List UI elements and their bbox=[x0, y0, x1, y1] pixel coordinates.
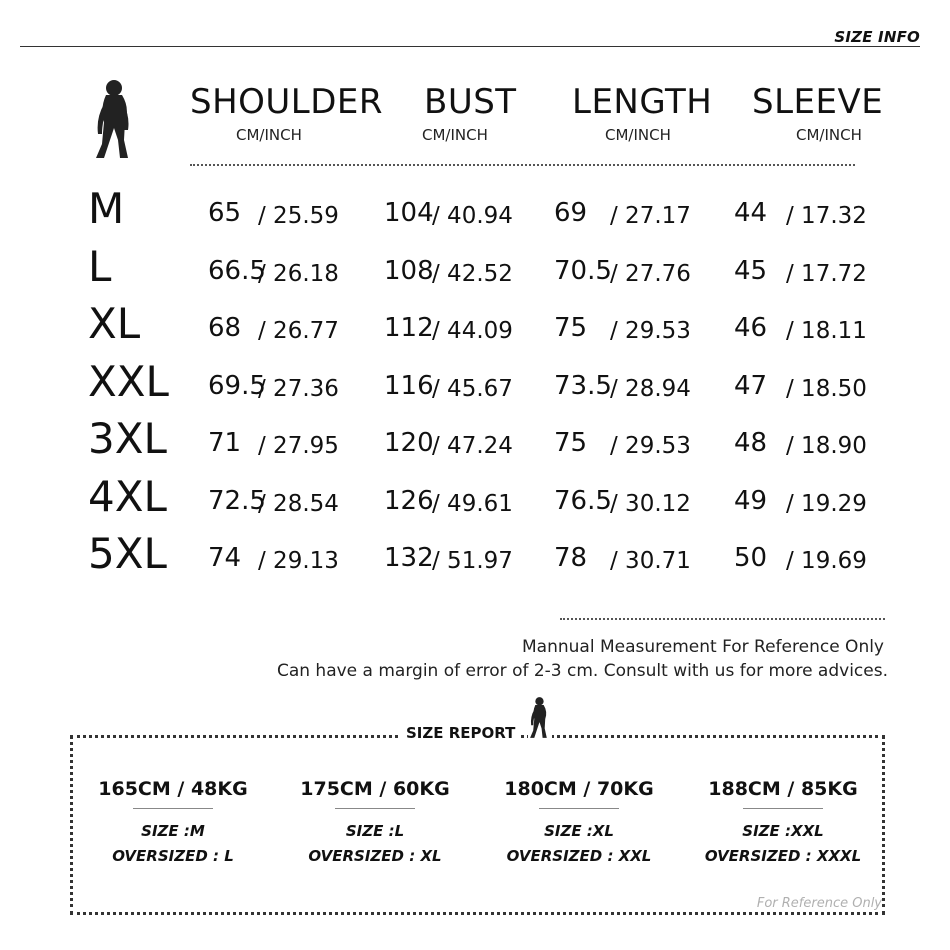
report-footnote: For Reference Only bbox=[756, 896, 882, 911]
cell-inch-wrap bbox=[610, 202, 691, 228]
cell-cm: 73.5 bbox=[554, 370, 612, 401]
cell-inch-wrap bbox=[610, 547, 691, 573]
header-dotted-divider bbox=[190, 164, 855, 166]
cell-inch: / 44.09 bbox=[432, 318, 513, 344]
size-label: XL bbox=[88, 299, 141, 348]
cell-inch-wrap bbox=[432, 375, 513, 401]
cell-inch: / 47.24 bbox=[432, 433, 513, 459]
note-line-2: Can have a margin of error of 2-3 cm. Consult with us for more advices. bbox=[276, 661, 888, 681]
cell-inch-wrap bbox=[786, 375, 867, 401]
cell-inch: / 28.94 bbox=[610, 375, 691, 402]
report-height-weight: 188CM / 85KG bbox=[708, 778, 858, 800]
cell-cm: 108 bbox=[384, 255, 434, 286]
cell-cm: 71 bbox=[208, 428, 242, 458]
col-header-bust: BUST bbox=[424, 82, 517, 122]
cell-cm: 49 bbox=[734, 485, 768, 516]
report-divider bbox=[539, 808, 619, 809]
cell-cm: 126 bbox=[384, 485, 434, 516]
report-entry bbox=[290, 778, 460, 869]
report-oversized: OVERSIZED : L bbox=[112, 847, 234, 865]
cell-inch-wrap bbox=[432, 490, 513, 516]
size-info-title: SIZE INFO bbox=[834, 28, 920, 46]
report-size: SIZE :L bbox=[345, 822, 405, 840]
cell-inch-wrap bbox=[786, 317, 867, 343]
col-header-shoulder: SHOULDER bbox=[190, 82, 384, 122]
ape-small-icon bbox=[528, 694, 552, 746]
cell-inch: / 18.11 bbox=[786, 318, 867, 344]
cell-inch-wrap bbox=[610, 490, 691, 516]
cell-cm: 104 bbox=[384, 198, 434, 228]
cell-cm: 47 bbox=[734, 370, 768, 401]
report-height-weight: 175CM / 60KG bbox=[300, 778, 450, 800]
report-oversized: OVERSIZED : XXL bbox=[506, 847, 652, 865]
cell-inch-wrap bbox=[258, 547, 339, 573]
report-divider bbox=[133, 808, 213, 809]
size-label: XXL bbox=[88, 356, 169, 406]
cell-cm: 44 bbox=[734, 198, 768, 228]
report-divider bbox=[743, 808, 823, 809]
report-divider bbox=[335, 808, 415, 809]
cell-inch-wrap bbox=[258, 375, 339, 401]
cell-inch: / 45.67 bbox=[432, 375, 513, 402]
cell-cm: 75 bbox=[554, 313, 588, 343]
cell-inch-wrap bbox=[786, 260, 867, 286]
cell-inch: / 26.18 bbox=[258, 260, 339, 287]
cell-inch: / 30.71 bbox=[610, 548, 691, 574]
col-header-length: LENGTH bbox=[572, 82, 713, 122]
cell-inch-wrap bbox=[258, 202, 339, 228]
cell-inch: / 17.32 bbox=[786, 203, 867, 229]
col-unit-bust: CM/INCH bbox=[422, 126, 488, 144]
size-label: L bbox=[88, 241, 112, 291]
cell-inch: / 26.77 bbox=[258, 318, 339, 344]
cell-inch: / 28.54 bbox=[258, 490, 339, 517]
cell-cm: 46 bbox=[734, 313, 768, 343]
cell-cm: 45 bbox=[734, 255, 768, 286]
report-size: SIZE :XL bbox=[544, 822, 614, 840]
cell-inch-wrap bbox=[610, 432, 691, 458]
cell-cm: 50 bbox=[734, 543, 768, 573]
col-unit-length: CM/INCH bbox=[605, 126, 671, 144]
col-unit-sleeve: CM/INCH bbox=[796, 126, 862, 144]
cell-inch-wrap bbox=[258, 490, 339, 516]
cell-cm: 48 bbox=[734, 428, 768, 458]
cell-inch-wrap bbox=[786, 202, 867, 228]
notes-dotted-divider bbox=[560, 618, 885, 620]
report-entry bbox=[494, 778, 664, 869]
report-entry bbox=[698, 778, 868, 869]
cell-inch-wrap bbox=[786, 432, 867, 458]
col-unit-shoulder: CM/INCH bbox=[236, 126, 302, 144]
cell-inch: / 51.97 bbox=[432, 548, 513, 574]
cell-inch: / 30.12 bbox=[610, 490, 691, 517]
cell-inch-wrap bbox=[258, 260, 339, 286]
cell-inch-wrap bbox=[432, 202, 513, 228]
cell-cm: 72.5 bbox=[208, 485, 266, 516]
cell-inch-wrap bbox=[432, 260, 513, 286]
cell-inch: / 42.52 bbox=[432, 260, 513, 287]
report-height-weight: 180CM / 70KG bbox=[504, 778, 654, 800]
cell-inch-wrap bbox=[786, 490, 867, 516]
cell-inch-wrap bbox=[432, 547, 513, 573]
note-line-1: Mannual Measurement For Reference Only bbox=[522, 637, 884, 657]
size-report-title: SIZE REPORT bbox=[400, 724, 521, 742]
cell-inch: / 18.90 bbox=[786, 433, 867, 459]
cell-inch-wrap bbox=[786, 547, 867, 573]
cell-inch: / 18.50 bbox=[786, 375, 867, 402]
cell-inch-wrap bbox=[610, 260, 691, 286]
report-oversized: OVERSIZED : XXXL bbox=[704, 847, 862, 865]
cell-inch: / 19.29 bbox=[786, 490, 867, 517]
header-divider bbox=[20, 46, 920, 47]
cell-cm: 112 bbox=[384, 313, 434, 343]
cell-inch-wrap bbox=[258, 432, 339, 458]
size-label: 3XL bbox=[88, 414, 167, 463]
cell-cm: 69 bbox=[554, 198, 588, 228]
cell-cm: 68 bbox=[208, 313, 242, 343]
cell-inch-wrap bbox=[432, 317, 513, 343]
cell-cm: 76.5 bbox=[554, 485, 612, 516]
cell-inch: / 27.76 bbox=[610, 260, 691, 287]
cell-cm: 116 bbox=[384, 370, 434, 401]
report-entry bbox=[88, 778, 258, 869]
cell-inch: / 25.59 bbox=[258, 203, 339, 229]
cell-cm: 65 bbox=[208, 198, 242, 228]
cell-inch: / 49.61 bbox=[432, 490, 513, 517]
cell-inch: / 27.17 bbox=[610, 203, 691, 229]
report-height-weight: 165CM / 48KG bbox=[98, 778, 248, 800]
cell-inch-wrap bbox=[610, 317, 691, 343]
size-label: 5XL bbox=[88, 529, 167, 578]
cell-inch: / 29.13 bbox=[258, 548, 339, 574]
report-size: SIZE :XXL bbox=[742, 822, 824, 840]
cell-inch: / 29.53 bbox=[610, 433, 691, 459]
cell-inch: / 27.36 bbox=[258, 375, 339, 402]
cell-cm: 75 bbox=[554, 428, 588, 458]
cell-inch: / 17.72 bbox=[786, 260, 867, 287]
cell-inch: / 27.95 bbox=[258, 433, 339, 459]
cell-cm: 66.5 bbox=[208, 255, 266, 286]
cell-inch: / 19.69 bbox=[786, 548, 867, 574]
cell-cm: 120 bbox=[384, 428, 434, 458]
col-header-sleeve: SLEEVE bbox=[752, 82, 884, 122]
size-label: 4XL bbox=[88, 471, 167, 521]
cell-cm: 74 bbox=[208, 543, 242, 573]
cell-cm: 78 bbox=[554, 543, 588, 573]
cell-inch: / 29.53 bbox=[610, 318, 691, 344]
cell-inch-wrap bbox=[432, 432, 513, 458]
ape-silhouette-icon bbox=[92, 78, 138, 166]
report-size: SIZE :M bbox=[141, 822, 205, 840]
size-label: M bbox=[88, 184, 125, 233]
cell-cm: 70.5 bbox=[554, 255, 612, 286]
cell-cm: 132 bbox=[384, 543, 434, 573]
cell-cm: 69.5 bbox=[208, 370, 266, 401]
cell-inch-wrap bbox=[258, 317, 339, 343]
cell-inch: / 40.94 bbox=[432, 203, 513, 229]
cell-inch-wrap bbox=[610, 375, 691, 401]
report-oversized: OVERSIZED : XL bbox=[308, 847, 442, 865]
